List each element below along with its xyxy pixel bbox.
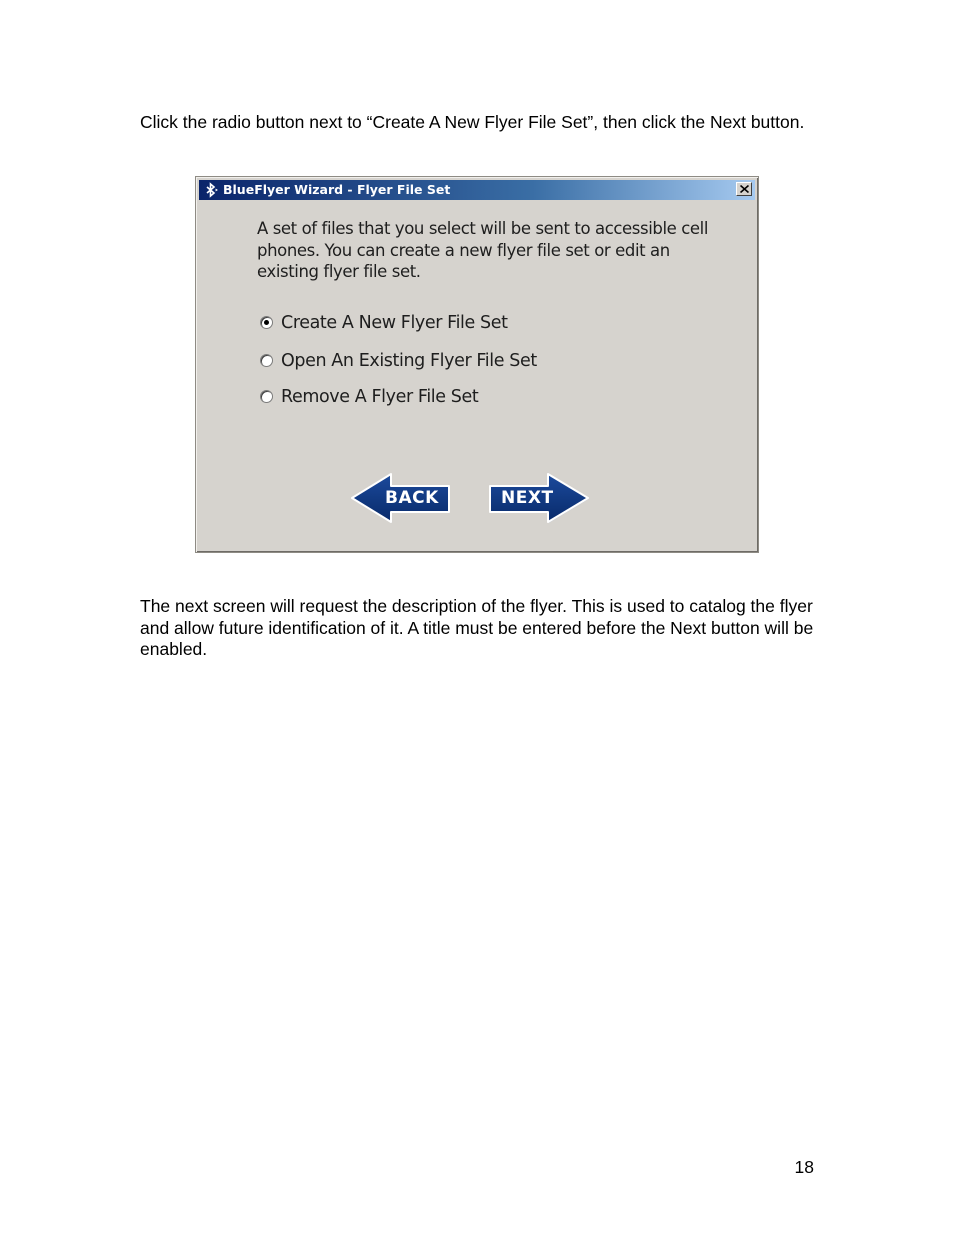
radio-label[interactable]: Create A New Flyer File Set xyxy=(281,313,508,333)
close-button[interactable] xyxy=(736,182,752,196)
radio-button-selected[interactable] xyxy=(260,316,273,329)
close-icon xyxy=(740,185,749,193)
intro-text: A set of files that you select will be sent to accessible cell phones. You can create a new flyer file set or edit an existing flyer file set. xyxy=(257,219,709,281)
next-button[interactable] xyxy=(488,472,591,524)
radio-label[interactable]: Remove A Flyer File Set xyxy=(281,387,479,407)
radio-button[interactable] xyxy=(260,390,273,403)
radio-button[interactable] xyxy=(260,354,273,367)
dialog-title: BlueFlyer Wizard - Flyer File Set xyxy=(223,182,451,197)
description-paragraph: The next screen will request the description of the flyer. This is used to catalog the flyer and allow future identification of it. A title must be entered before the Next button will be enabled. xyxy=(140,596,814,659)
back-button[interactable] xyxy=(349,472,452,524)
dialog-title-bar[interactable] xyxy=(199,180,755,200)
instruction-paragraph: Click the radio button next to “Create A New Flyer File Set”, then click the Next button. xyxy=(140,112,805,132)
radio-dot xyxy=(264,320,269,325)
next-button-label: NEXT xyxy=(501,488,554,508)
bluetooth-icon xyxy=(203,182,219,198)
back-button-label: BACK xyxy=(385,488,439,508)
radio-label[interactable]: Open An Existing Flyer File Set xyxy=(281,351,537,371)
wizard-dialog xyxy=(195,176,759,553)
page-number: 18 xyxy=(794,1157,814,1177)
